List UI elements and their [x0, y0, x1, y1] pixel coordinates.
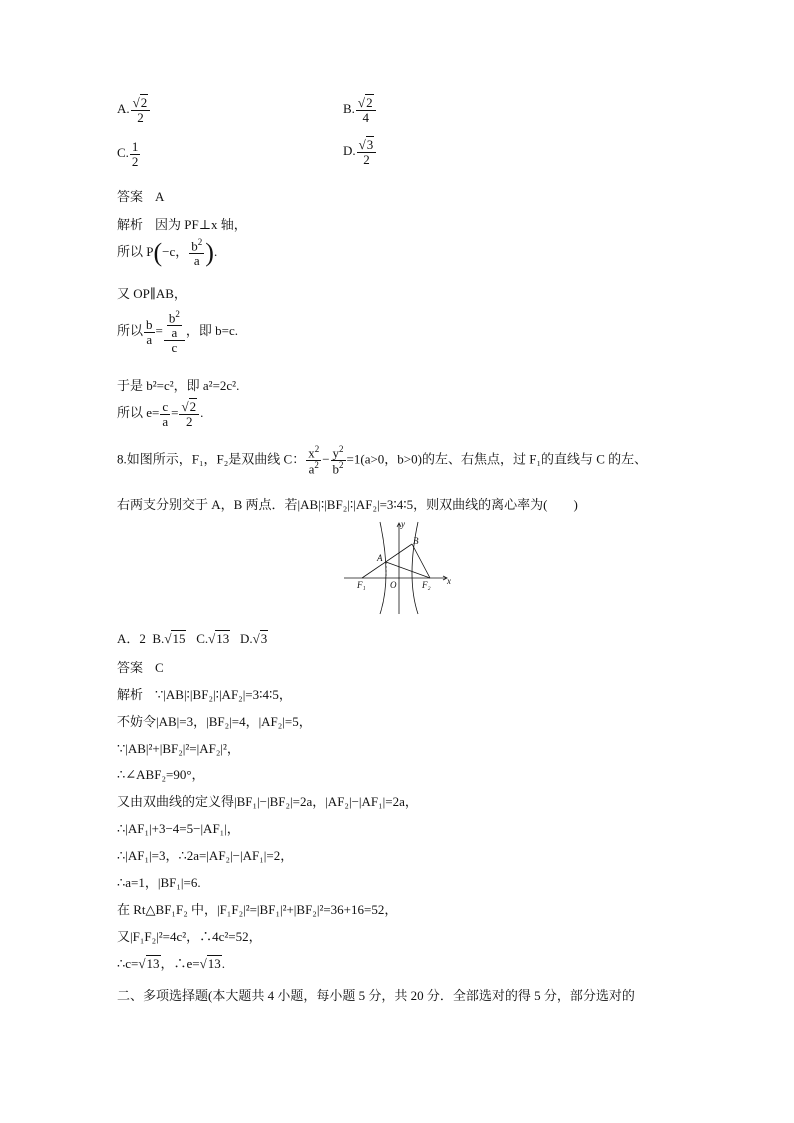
- q7-option-a: A. $\frac{√2}{2}$: [117, 96, 151, 124]
- q8-analysis-5: 又由双曲线的定义得|BF₁|−|BF₂|=2a，|AF₂|−|AF₁|=2a，: [117, 794, 418, 809]
- q8-analysis-10: 又|F₁F₂|²=4c²，∴4c²=52，: [117, 929, 262, 944]
- q8-answer: 答案 C: [117, 660, 164, 675]
- label-a: A: [377, 553, 383, 563]
- q8-analysis-2: 不妨令|AB|=3，|BF₂|=4，|AF₂|=5，: [117, 714, 312, 729]
- label-f1: F₁: [357, 580, 366, 590]
- q8-stem-line2: 右两支分别交于 A，B 两点．若|AB|∶|BF₂|∶|AF₂|=3∶4∶5，则双曲线的离心率为( ): [117, 497, 578, 512]
- label-o: O: [390, 580, 397, 590]
- q7-analysis-1: 解析 因为 PF⊥x 轴，: [117, 217, 247, 232]
- label-f2: F₂: [422, 580, 431, 590]
- label-b: B: [413, 536, 419, 546]
- q8-stem-line1: 8.如图所示，F₁，F₂是双曲线 C： $\frac{x^2}{a^2}$ − $\frac{y^2}{b^2}$ =1(a>0，b>0)的左、右焦点，过 F₁的直线与 C 的左、: [117, 444, 648, 477]
- q8-analysis-8: ∴a=1，|BF₁|=6.: [117, 875, 201, 890]
- q8-analysis-3: ∵|AB|²+|BF₂|²=|AF₂|²，: [117, 741, 240, 756]
- label-x: x: [447, 576, 451, 586]
- line-b-f2: [412, 544, 430, 578]
- q8-analysis-4: ∴∠ABF₂=90°，: [117, 767, 205, 782]
- q7-analysis-6: 所以 e= $\frac{c}{a}$ = $\frac{√2}{2}$ .: [117, 399, 204, 429]
- line-f1-b: [362, 544, 412, 578]
- q7-analysis-4: 所以 $\frac{b}{a}$ = $\frac{\frac{b^2}{a}}{c}$ ，即 b=c.: [117, 309, 238, 355]
- q7-analysis-5: 于是 b²=c²，即 a²=2c².: [117, 378, 240, 393]
- q7-option-c: C. $\frac{1}{2}$: [117, 139, 139, 169]
- q8-analysis-9: 在 Rt△BF₁F₂ 中，|F₁F₂|²=|BF₁|²+|BF₂|²=36+16=52，: [117, 902, 398, 917]
- q7-analysis-2: 所以 P(−c， $\frac{b^2}{a}$ ).: [117, 237, 218, 269]
- q8-analysis-11: ∴c=√13，∴e=√13.: [117, 956, 226, 971]
- q8-analysis-1: 解析 ∵|AB|∶|BF₂|∶|AF₂|=3∶4∶5，: [117, 687, 292, 702]
- hyperbola-left-branch: [380, 522, 386, 614]
- q7-answer: 答案 A: [117, 189, 165, 204]
- q8-analysis-7: ∴|AF₁|=3，∴2a=|AF₂|−|AF₁|=2，: [117, 848, 294, 863]
- q8-analysis-6: ∴|AF₁|+3−4=5−|AF₁|，: [117, 821, 240, 836]
- q8-options: A．2 B.√15 C.√13 D.√3: [117, 631, 268, 646]
- line-a-f2: [386, 562, 430, 578]
- q7-option-d: D. $\frac{√3}{2}$: [343, 138, 377, 166]
- section-2-heading: 二、多项选择题(本大题共 4 小题，每小题 5 分，共 20 分．全部选对的得 5 分，部分选对的: [117, 988, 635, 1003]
- q7-analysis-3: 又 OP∥AB，: [117, 286, 187, 301]
- label-y: y: [401, 519, 405, 529]
- hyperbola-figure: [340, 518, 456, 616]
- q7-option-b: B. $\frac{√2}{4}$: [343, 96, 377, 124]
